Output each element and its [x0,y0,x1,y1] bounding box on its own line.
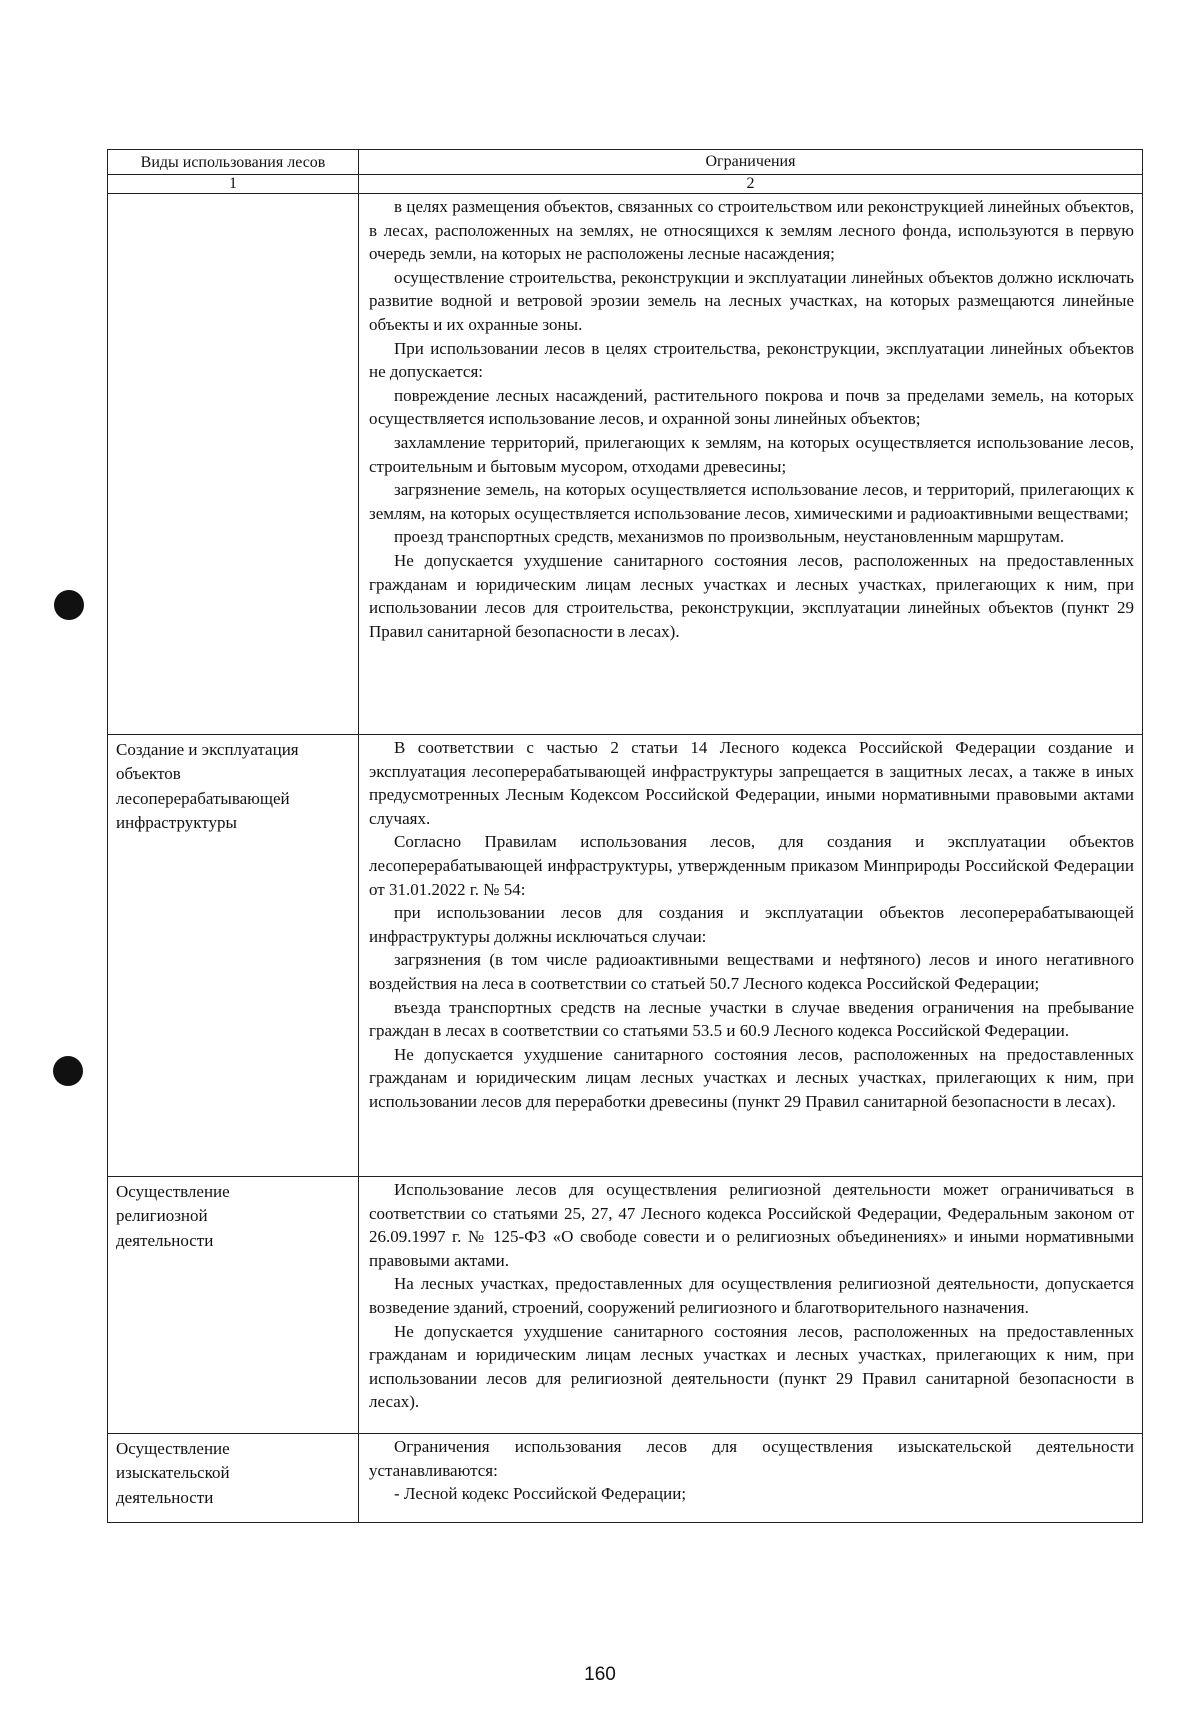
table-row [108,194,1143,735]
header-restrictions: Ограничения [359,150,1143,175]
restriction-paragraph: загрязнения (в том числе радиоактивными веществами и нефтяного) лесов и иного негативного воздействия на леса в соответствии со статьей 50.7 Лесного кодекса Российской Федерации; [369,950,1134,993]
header-forest-use-types: Виды использования лесов [108,150,359,175]
forest-use-type-cell [108,194,359,735]
column-number-row [108,175,1143,194]
restriction-paragraph: загрязнение земель, на которых осуществляется использование лесов, и территорий, прилегающих к землям, на которых осуществляется использование лесов, химическими и радиоактивными веществами; [369,480,1134,523]
restrictions-table [107,149,1143,1523]
restriction-paragraph: - Лесной кодекс Российской Федерации; [394,1484,687,1504]
forest-use-type-label: Осуществление изыскательской деятельности [116,1439,230,1507]
table-row [108,1177,1143,1434]
restriction-paragraph: На лесных участках, предоставленных для осуществления религиозной деятельности, допускается возведение зданий, строений, сооружений религиозного и благотворительного назначения. [369,1274,1134,1317]
column-number-2: 2 [359,175,1143,194]
restriction-paragraph: Не допускается ухудшение санитарного состояния лесов, расположенных на предоставленных гражданам и юридическим лицам лесных участках и лесных участках, прилегающих к ним, при использовании лесов для строительства, реконструкции, эксплуатации линейных объектов (пункт 29 Правил санитарной безопасности в лесах). [369,550,1134,641]
restriction-paragraph: Использование лесов для осуществления религиозной деятельности может ограничиваться в соответствии со статьями 25, 27, 47 Лесного кодекса Российской Федерации, Федеральным законом от 26.09.1997 г. № 125-ФЗ «О свободе совести и о религиозных объединениях» и иными нормативными правовыми актами. [369,1180,1134,1270]
restriction-paragraph: осуществление строительства, реконструкции и эксплуатации линейных объектов должно исключать развитие водной и ветровой эрозии земель на лесных участках, на которых размещаются линейные объекты и их охранные зоны. [369,267,1134,334]
restrictions-cell [359,194,1143,735]
page-number: 160 [584,1664,616,1685]
restrictions-cell [359,1434,1143,1523]
column-number-1: 1 [108,175,359,194]
table-row [108,735,1143,1177]
restriction-paragraph: Ограничения использования лесов для осуществления изыскательской деятельности устанавливаются: [369,1437,1134,1480]
restriction-paragraph: в целях размещения объектов, связанных со строительством или реконструкцией линейных объектов, в лесах, расположенных на землях, не относящихся к землям лесного фонда, используются в первую очередь земли, на которых не расположены лесные насаждения; [369,197,1134,264]
restriction-paragraph: захламление территорий, прилегающих к землям, на которых осуществляется использование лесов, строительным и бытовым мусором, отходами древесины; [369,432,1134,476]
forest-use-type-label: Создание и эксплуатация объектов лесоперерабатывающей инфраструктуры [116,740,299,832]
punch-hole-bottom [53,1056,83,1086]
forest-use-type-label: Осуществление религиозной деятельности [116,1182,230,1250]
header-row [108,150,1143,175]
restriction-paragraph: Согласно Правилам использования лесов, для создания и эксплуатации объектов лесоперерабатывающей инфраструктуры, утвержденным приказом Минприроды Российской Федерации от 31.01.2022 г. № 54: [369,832,1134,899]
forest-use-type-cell [108,1177,359,1434]
restrictions-cell [359,735,1143,1177]
restriction-paragraph: проезд транспортных средств, механизмов по произвольным, неустановленным маршрутам. [394,527,1065,547]
restriction-paragraph: Не допускается ухудшение санитарного состояния лесов, расположенных на предоставленных гражданам и юридическим лицам лесных участках и лесных участках, прилегающих к ним, при использовании лесов для переработки древесины (пункт 29 Правил санитарной безопасности в лесах). [369,1044,1134,1111]
restriction-paragraph: при использовании лесов для создания и эксплуатации объектов лесоперерабатывающей инфраструктуры должны исключаться случаи: [369,903,1134,946]
restriction-paragraph: В соответствии с частью 2 статьи 14 Лесного кодекса Российской Федерации создание и эксплуатация лесоперерабатывающей инфраструктуры запрещается в защитных лесах, а также в иных предусмотренных Лесным Кодексом Российской Федерации, иными нормативными правовыми актами случаях. [369,738,1134,828]
restriction-paragraph: Не допускается ухудшение санитарного состояния лесов, расположенных на предоставленных гражданам и юридическим лицам лесных участках и лесных участках, прилегающих к ним, при использовании лесов для религиозной деятельности (пункт 29 Правил санитарной безопасности в лесах). [369,1321,1134,1412]
forest-use-type-cell [108,735,359,1177]
restriction-paragraph: При использовании лесов в целях строительства, реконструкции, эксплуатации линейных объектов не допускается: [369,338,1134,382]
restriction-paragraph: въезда транспортных средств на лесные участки в случае введения ограничения на пребывание граждан в лесах в соответствии со статьями 53.5 и 60.9 Лесного кодекса Российской Федерации. [369,997,1134,1041]
table-row [108,1434,1143,1523]
forest-use-type-cell [108,1434,359,1523]
restrictions-cell [359,1177,1143,1434]
punch-hole-top [54,590,84,620]
restriction-paragraph: повреждение лесных насаждений, растительного покрова и почв за пределами земель, на которых осуществляется использование лесов, и охранной зоны линейных объектов; [369,385,1134,429]
